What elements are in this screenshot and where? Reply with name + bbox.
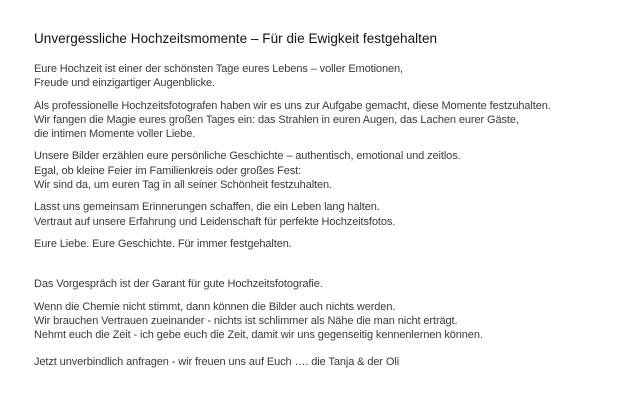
consultation-section <box>34 277 614 369</box>
section-spacer <box>34 259 614 277</box>
text-line: Egal, ob kleine Feier im Familienkreis oder großes Fest: <box>34 164 302 177</box>
text-line: Jetzt unverbindlich anfragen - wir freuen uns auf Euch …. die Tanja & der Oli <box>34 356 400 369</box>
text-line: Wir sind da, um euren Tag in all seiner Schönheit festzuhalten. <box>34 179 332 192</box>
paragraph-memories <box>34 200 614 229</box>
intro-section <box>34 62 614 251</box>
paragraph-profession <box>34 99 614 142</box>
text-line: Eure Hochzeit ist einer der schönsten Tage eures Lebens – voller Emotionen, <box>34 63 403 75</box>
text-line: Als professionelle Hochzeitsfotografen haben wir es uns zur Aufgabe gemacht, diese Momente festzuhalten. <box>34 99 551 112</box>
paragraph-story <box>34 149 614 192</box>
text-line: Unsere Bilder erzählen eure persönliche Geschichte – authentisch, emotional und zeitlos. <box>34 150 461 163</box>
text-line: Wir brauchen Vertrauen zueinander - nichts ist schlimmer als Nähe die man nicht erträgt. <box>34 314 458 327</box>
text-line: Lasst uns gemeinsam Erinnerungen schaffen, die ein Leben lang halten. <box>34 201 380 214</box>
text-line: Eure Liebe. Eure Geschichte. Für immer festgehalten. <box>34 237 292 250</box>
text-line: Wenn die Chemie nicht stimmt, dann können die Bilder auch nichts werden. <box>34 300 396 313</box>
text-line: Vertraut auf unsere Erfahrung und Leidenschaft für perfekte Hochzeitsfotos. <box>34 215 396 228</box>
paragraph-call-to-action <box>34 355 614 369</box>
paragraph-intro <box>34 62 614 91</box>
paragraph-consultation <box>34 277 614 291</box>
page-title: Unvergessliche Hochzeitsmomente – Für die Ewigkeit festgehalten <box>34 31 438 46</box>
text-line: Das Vorgespräch ist der Garant für gute Hochzeitsfotografie. <box>34 278 323 291</box>
paragraph-chemistry <box>34 300 614 343</box>
text-line: Wir fangen die Magie eures großen Tages ein: das Strahlen in euren Augen, das Lachen eurer Gäste, <box>34 113 519 126</box>
text-line: die intimen Momente voller Liebe. <box>34 128 196 141</box>
paragraph-tagline <box>34 237 614 251</box>
article <box>34 30 614 378</box>
text-line: Freude und einzigartiger Augenblicke. <box>34 77 215 90</box>
text-line: Nehmt euch die Zeit - ich gebe euch die Zeit, damit wir uns gegenseitig kennenlernen können. <box>34 329 483 342</box>
